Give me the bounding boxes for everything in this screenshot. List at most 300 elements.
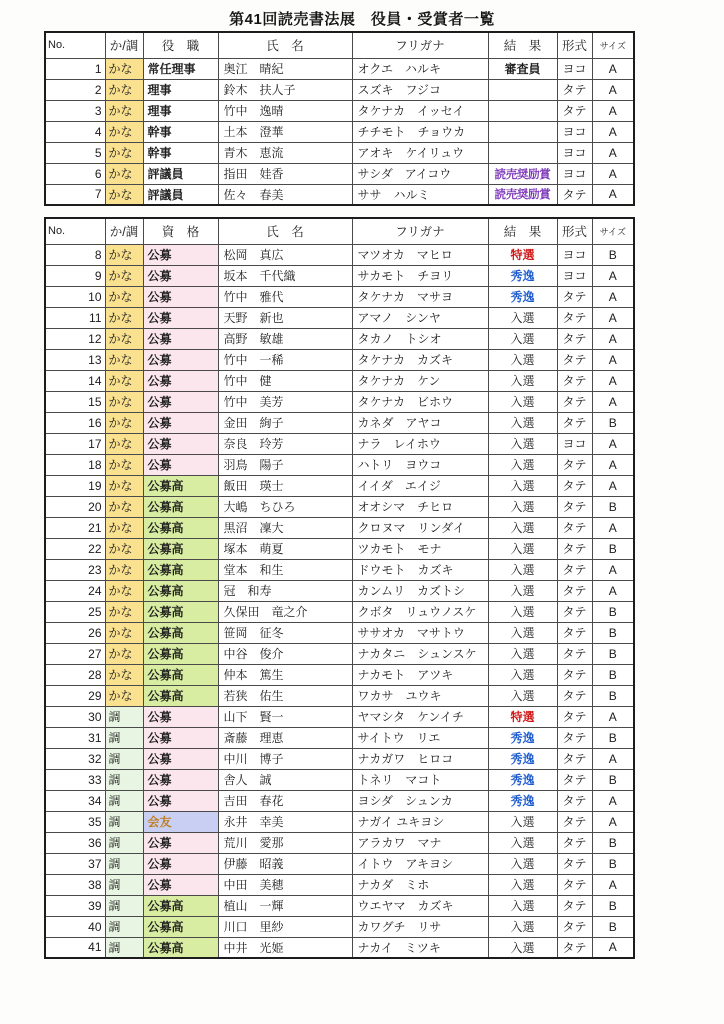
row-number-cell: 4 (45, 121, 105, 142)
result-cell: 秀逸 (488, 727, 557, 748)
result-cell: 入選 (488, 622, 557, 643)
table-row (45, 184, 634, 205)
qualification-cell: 公募高 (143, 580, 218, 601)
qualification-cell: 公募 (143, 349, 218, 370)
name-cell: 中田 美穂 (218, 874, 352, 895)
format-cell: タテ (557, 916, 592, 937)
table-row (45, 790, 634, 811)
kana-cho-cell: かな (105, 265, 143, 286)
format-cell: ヨコ (557, 265, 592, 286)
size-cell: B (592, 727, 634, 748)
furigana-cell: サカモト チヨリ (352, 265, 488, 286)
result-cell: 秀逸 (488, 790, 557, 811)
qualification-cell: 公募 (143, 454, 218, 475)
size-cell: A (592, 58, 634, 79)
row-number-cell: 31 (45, 727, 105, 748)
furigana-cell: タカノ トシオ (352, 328, 488, 349)
size-cell: A (592, 328, 634, 349)
kana-cho-cell: かな (105, 100, 143, 121)
furigana-cell: ナカイ ミツキ (352, 937, 488, 958)
col-header-kana-cho: か/調 (105, 32, 143, 58)
kana-cho-cell: 調 (105, 811, 143, 832)
name-cell: 塚本 萌夏 (218, 538, 352, 559)
result-cell: 入選 (488, 496, 557, 517)
name-cell: 植山 一輝 (218, 895, 352, 916)
size-cell: A (592, 142, 634, 163)
furigana-cell: ナカガワ ヒロコ (352, 748, 488, 769)
kana-cho-cell: かな (105, 142, 143, 163)
format-cell: タテ (557, 184, 592, 205)
size-cell: B (592, 832, 634, 853)
qualification-cell: 公募 (143, 286, 218, 307)
col-header-format: 形式 (557, 218, 592, 244)
qualification-cell: 公募高 (143, 496, 218, 517)
row-number-cell: 17 (45, 433, 105, 454)
row-number-cell: 25 (45, 601, 105, 622)
qualification-cell: 理事 (143, 79, 218, 100)
name-cell: 中井 光姫 (218, 937, 352, 958)
kana-cho-cell: かな (105, 391, 143, 412)
table-row (45, 685, 634, 706)
furigana-cell: イトウ アキヨシ (352, 853, 488, 874)
table-row (45, 265, 634, 286)
kana-cho-cell: 調 (105, 916, 143, 937)
table-row (45, 142, 634, 163)
row-number-cell: 19 (45, 475, 105, 496)
format-cell: タテ (557, 727, 592, 748)
kana-cho-cell: かな (105, 643, 143, 664)
result-cell (488, 121, 557, 142)
size-cell: A (592, 100, 634, 121)
name-cell: 中谷 俊介 (218, 643, 352, 664)
table-row (45, 412, 634, 433)
table-row (45, 937, 634, 958)
furigana-cell: クボタ リュウノスケ (352, 601, 488, 622)
row-number-cell: 7 (45, 184, 105, 205)
entrants-table-head (45, 218, 634, 244)
table-row (45, 244, 634, 265)
kana-cho-cell: かな (105, 328, 143, 349)
format-cell: タテ (557, 496, 592, 517)
furigana-cell: ナカモト アツキ (352, 664, 488, 685)
furigana-cell: オクエ ハルキ (352, 58, 488, 79)
kana-cho-cell: 調 (105, 769, 143, 790)
kana-cho-cell: かな (105, 517, 143, 538)
size-cell: B (592, 244, 634, 265)
row-number-cell: 32 (45, 748, 105, 769)
kana-cho-cell: かな (105, 163, 143, 184)
name-cell: 舎人 誠 (218, 769, 352, 790)
result-cell: 入選 (488, 832, 557, 853)
officers-table (44, 31, 635, 206)
row-number-cell: 24 (45, 580, 105, 601)
result-cell: 秀逸 (488, 769, 557, 790)
format-cell: タテ (557, 328, 592, 349)
size-cell: A (592, 163, 634, 184)
col-header-name: 氏 名 (218, 32, 352, 58)
row-number-cell: 20 (45, 496, 105, 517)
name-cell: 久保田 竜之介 (218, 601, 352, 622)
result-cell: 特選 (488, 244, 557, 265)
name-cell: 飯田 瑛士 (218, 475, 352, 496)
format-cell: タテ (557, 307, 592, 328)
qualification-cell: 公募高 (143, 664, 218, 685)
table-row (45, 517, 634, 538)
col-header-result: 結 果 (488, 218, 557, 244)
qualification-cell: 公募 (143, 748, 218, 769)
format-cell: タテ (557, 622, 592, 643)
name-cell: 竹中 美芳 (218, 391, 352, 412)
col-header-role: 役 職 (143, 32, 218, 58)
format-cell: タテ (557, 601, 592, 622)
size-cell: A (592, 748, 634, 769)
furigana-cell: ウエヤマ カズキ (352, 895, 488, 916)
result-cell: 秀逸 (488, 748, 557, 769)
kana-cho-cell: 調 (105, 895, 143, 916)
qualification-cell: 公募 (143, 832, 218, 853)
table-row (45, 100, 634, 121)
qualification-cell: 公募 (143, 874, 218, 895)
format-cell: タテ (557, 559, 592, 580)
qualification-cell: 公募 (143, 853, 218, 874)
table-row (45, 163, 634, 184)
size-cell: B (592, 853, 634, 874)
size-cell: B (592, 412, 634, 433)
qualification-cell: 公募高 (143, 916, 218, 937)
col-header-no: No. (45, 32, 105, 58)
table-row (45, 58, 634, 79)
result-cell: 特選 (488, 706, 557, 727)
name-cell: 笹岡 征冬 (218, 622, 352, 643)
result-cell: 入選 (488, 916, 557, 937)
result-cell: 入選 (488, 391, 557, 412)
furigana-cell: タケナカ ケン (352, 370, 488, 391)
furigana-cell: クロヌマ リンダイ (352, 517, 488, 538)
name-cell: 竹中 一稀 (218, 349, 352, 370)
table-row (45, 328, 634, 349)
name-cell: 斎藤 理恵 (218, 727, 352, 748)
row-number-cell: 10 (45, 286, 105, 307)
name-cell: 竹中 雅代 (218, 286, 352, 307)
furigana-cell: スズキ フジコ (352, 79, 488, 100)
format-cell: ヨコ (557, 142, 592, 163)
format-cell: タテ (557, 790, 592, 811)
qualification-cell: 公募高 (143, 685, 218, 706)
row-number-cell: 5 (45, 142, 105, 163)
name-cell: 冠 和寿 (218, 580, 352, 601)
result-cell: 審査員 (488, 58, 557, 79)
furigana-cell: ワカサ ユウキ (352, 685, 488, 706)
qualification-cell: 公募高 (143, 538, 218, 559)
result-cell: 入選 (488, 559, 557, 580)
format-cell: ヨコ (557, 163, 592, 184)
col-header-size: サイズ (592, 32, 634, 58)
col-header-kana-cho: か/調 (105, 218, 143, 244)
kana-cho-cell: 調 (105, 790, 143, 811)
table-row (45, 538, 634, 559)
result-cell: 入選 (488, 937, 557, 958)
qualification-cell: 公募高 (143, 643, 218, 664)
col-header-format: 形式 (557, 32, 592, 58)
kana-cho-cell: かな (105, 622, 143, 643)
format-cell: タテ (557, 748, 592, 769)
row-number-cell: 13 (45, 349, 105, 370)
name-cell: 指田 娃香 (218, 163, 352, 184)
qualification-cell: 幹事 (143, 142, 218, 163)
format-cell: タテ (557, 349, 592, 370)
format-cell: タテ (557, 937, 592, 958)
row-number-cell: 2 (45, 79, 105, 100)
kana-cho-cell: かな (105, 121, 143, 142)
row-number-cell: 15 (45, 391, 105, 412)
result-cell: 読売奨励賞 (488, 184, 557, 205)
name-cell: 佐々 春美 (218, 184, 352, 205)
furigana-cell: カネダ アヤコ (352, 412, 488, 433)
table-row (45, 580, 634, 601)
result-cell: 入選 (488, 517, 557, 538)
table-row (45, 769, 634, 790)
size-cell: B (592, 538, 634, 559)
table-row (45, 748, 634, 769)
furigana-cell: サイトウ リエ (352, 727, 488, 748)
size-cell: B (592, 769, 634, 790)
size-cell: A (592, 307, 634, 328)
row-number-cell: 18 (45, 454, 105, 475)
qualification-cell: 公募高 (143, 937, 218, 958)
size-cell: A (592, 391, 634, 412)
size-cell: A (592, 937, 634, 958)
name-cell: 永井 幸美 (218, 811, 352, 832)
format-cell: タテ (557, 475, 592, 496)
format-cell: タテ (557, 79, 592, 100)
result-cell: 入選 (488, 895, 557, 916)
format-cell: タテ (557, 580, 592, 601)
format-cell: タテ (557, 643, 592, 664)
furigana-cell: オオシマ チヒロ (352, 496, 488, 517)
format-cell: タテ (557, 370, 592, 391)
name-cell: 大嶋 ちひろ (218, 496, 352, 517)
furigana-cell: ドウモト カズキ (352, 559, 488, 580)
row-number-cell: 14 (45, 370, 105, 391)
name-cell: 松岡 真広 (218, 244, 352, 265)
name-cell: 青木 恵流 (218, 142, 352, 163)
table-row (45, 874, 634, 895)
size-cell: B (592, 496, 634, 517)
size-cell: B (592, 664, 634, 685)
format-cell: タテ (557, 286, 592, 307)
furigana-cell: ササオカ マサトウ (352, 622, 488, 643)
furigana-cell: ササ ハルミ (352, 184, 488, 205)
name-cell: 金田 絢子 (218, 412, 352, 433)
table-row (45, 349, 634, 370)
kana-cho-cell: かな (105, 184, 143, 205)
format-cell: タテ (557, 454, 592, 475)
col-header-name: 氏 名 (218, 218, 352, 244)
result-cell: 入選 (488, 538, 557, 559)
table-row (45, 121, 634, 142)
row-number-cell: 30 (45, 706, 105, 727)
qualification-cell: 公募高 (143, 517, 218, 538)
kana-cho-cell: かな (105, 286, 143, 307)
row-number-cell: 28 (45, 664, 105, 685)
table-row (45, 286, 634, 307)
size-cell: A (592, 121, 634, 142)
name-cell: 奈良 玲芳 (218, 433, 352, 454)
kana-cho-cell: かな (105, 454, 143, 475)
table-row (45, 496, 634, 517)
table-row (45, 706, 634, 727)
furigana-cell: ナカダ ミホ (352, 874, 488, 895)
qualification-cell: 公募 (143, 706, 218, 727)
size-cell: A (592, 454, 634, 475)
furigana-cell: タケナカ カズキ (352, 349, 488, 370)
result-cell (488, 142, 557, 163)
table-row (45, 370, 634, 391)
result-cell: 入選 (488, 643, 557, 664)
table-row (45, 307, 634, 328)
kana-cho-cell: かな (105, 664, 143, 685)
result-cell: 入選 (488, 664, 557, 685)
name-cell: 黒沼 凜大 (218, 517, 352, 538)
format-cell: ヨコ (557, 58, 592, 79)
name-cell: 仲本 篤生 (218, 664, 352, 685)
qualification-cell: 公募 (143, 307, 218, 328)
row-number-cell: 40 (45, 916, 105, 937)
furigana-cell: イイダ エイジ (352, 475, 488, 496)
format-cell: タテ (557, 412, 592, 433)
result-cell: 入選 (488, 874, 557, 895)
name-cell: 山下 賢一 (218, 706, 352, 727)
table-row (45, 559, 634, 580)
qualification-cell: 公募 (143, 391, 218, 412)
result-cell: 入選 (488, 580, 557, 601)
qualification-cell: 公募 (143, 244, 218, 265)
table-row (45, 895, 634, 916)
qualification-cell: 公募 (143, 328, 218, 349)
result-cell: 入選 (488, 475, 557, 496)
format-cell: タテ (557, 391, 592, 412)
table-row (45, 391, 634, 412)
furigana-cell: カンムリ カズトシ (352, 580, 488, 601)
table-row (45, 433, 634, 454)
table-row (45, 622, 634, 643)
row-number-cell: 27 (45, 643, 105, 664)
furigana-cell: カワグチ リサ (352, 916, 488, 937)
size-cell: B (592, 895, 634, 916)
name-cell: 竹中 逸晴 (218, 100, 352, 121)
col-header-furigana: フリガナ (352, 32, 488, 58)
row-number-cell: 11 (45, 307, 105, 328)
row-number-cell: 9 (45, 265, 105, 286)
qualification-cell: 公募 (143, 433, 218, 454)
qualification-cell: 公募 (143, 370, 218, 391)
kana-cho-cell: かな (105, 244, 143, 265)
qualification-cell: 公募 (143, 265, 218, 286)
size-cell: B (592, 685, 634, 706)
qualification-cell: 公募高 (143, 559, 218, 580)
officers-table-head (45, 32, 634, 58)
row-number-cell: 12 (45, 328, 105, 349)
name-cell: 奥江 晴紀 (218, 58, 352, 79)
row-number-cell: 8 (45, 244, 105, 265)
name-cell: 荒川 愛那 (218, 832, 352, 853)
row-number-cell: 16 (45, 412, 105, 433)
qualification-cell: 理事 (143, 100, 218, 121)
kana-cho-cell: 調 (105, 874, 143, 895)
format-cell: タテ (557, 664, 592, 685)
kana-cho-cell: 調 (105, 832, 143, 853)
qualification-cell: 評議員 (143, 184, 218, 205)
furigana-cell: ツカモト モナ (352, 538, 488, 559)
furigana-cell: マツオカ マヒロ (352, 244, 488, 265)
row-number-cell: 41 (45, 937, 105, 958)
row-number-cell: 37 (45, 853, 105, 874)
size-cell: A (592, 790, 634, 811)
qualification-cell: 評議員 (143, 163, 218, 184)
furigana-cell: ハトリ ヨウコ (352, 454, 488, 475)
kana-cho-cell: かな (105, 538, 143, 559)
qualification-cell: 公募 (143, 727, 218, 748)
kana-cho-cell: 調 (105, 937, 143, 958)
size-cell: B (592, 643, 634, 664)
row-number-cell: 26 (45, 622, 105, 643)
result-cell: 入選 (488, 601, 557, 622)
furigana-cell: ナガイ ユキヨシ (352, 811, 488, 832)
qualification-cell: 常任理事 (143, 58, 218, 79)
size-cell: A (592, 286, 634, 307)
result-cell: 入選 (488, 454, 557, 475)
size-cell: A (592, 475, 634, 496)
kana-cho-cell: かな (105, 79, 143, 100)
kana-cho-cell: かな (105, 307, 143, 328)
result-cell: 入選 (488, 370, 557, 391)
kana-cho-cell: かな (105, 370, 143, 391)
furigana-cell: タケナカ ビホウ (352, 391, 488, 412)
result-cell: 入選 (488, 328, 557, 349)
table-row (45, 601, 634, 622)
kana-cho-cell: かな (105, 475, 143, 496)
furigana-cell: ヨシダ シュンカ (352, 790, 488, 811)
row-number-cell: 3 (45, 100, 105, 121)
name-cell: 鈴木 扶人子 (218, 79, 352, 100)
kana-cho-cell: 調 (105, 706, 143, 727)
format-cell: タテ (557, 517, 592, 538)
result-cell (488, 100, 557, 121)
row-number-cell: 39 (45, 895, 105, 916)
format-cell: ヨコ (557, 433, 592, 454)
format-cell: タテ (557, 706, 592, 727)
qualification-cell: 公募 (143, 769, 218, 790)
format-cell: ヨコ (557, 121, 592, 142)
table-row (45, 454, 634, 475)
result-cell: 入選 (488, 853, 557, 874)
row-number-cell: 23 (45, 559, 105, 580)
furigana-cell: ヤマシタ ケンイチ (352, 706, 488, 727)
furigana-cell: ナラ レイホウ (352, 433, 488, 454)
result-cell: 入選 (488, 685, 557, 706)
name-cell: 坂本 千代織 (218, 265, 352, 286)
size-cell: A (592, 79, 634, 100)
qualification-cell: 公募 (143, 412, 218, 433)
furigana-cell: サシダ アイコウ (352, 163, 488, 184)
result-cell: 読売奨励賞 (488, 163, 557, 184)
furigana-cell: アラカワ マナ (352, 832, 488, 853)
table-row (45, 916, 634, 937)
qualification-cell: 会友 (143, 811, 218, 832)
name-cell: 竹中 健 (218, 370, 352, 391)
entrants-table-body (45, 244, 634, 958)
row-number-cell: 36 (45, 832, 105, 853)
